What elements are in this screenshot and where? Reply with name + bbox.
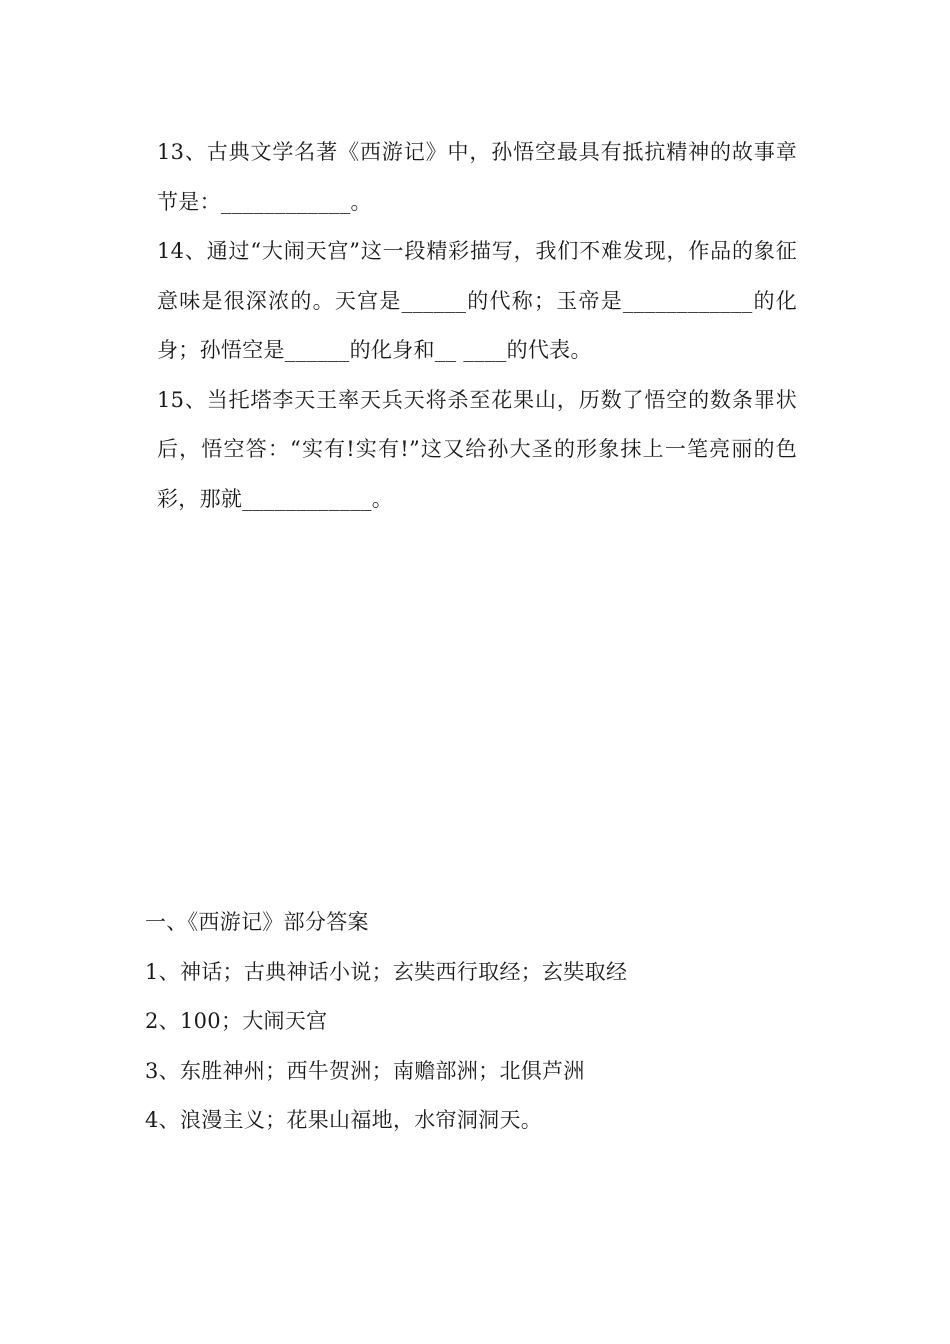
question-13: 13、古典文学名著《西游记》中，孙悟空最具有抵抗精神的故事章节是：____________。 [157, 140, 797, 214]
answer-item-3: 3、东胜神州；西牛贺洲；南赡部洲；北俱芦洲 [145, 1058, 585, 1083]
answer-section-title: 一、《西游记》部分答案 [145, 910, 369, 934]
answer-item-4: 4、浪漫主义；花果山福地，水帘洞洞天。 [145, 1108, 543, 1132]
answer-item-2: 2、100；大闹天宫 [145, 1009, 328, 1033]
question-14: 14、通过“大闹天宫”这一段精彩描写，我们不难发现，作品的象征意味是很深浓的。天宫是______的代称；玉帝是____________的化身；孙悟空是______的化身和__ ____的代表。 [157, 239, 797, 362]
question-15: 15、当托塔李天王率天兵天将杀至花果山，历数了悟空的数条罪状后，悟空答：“实有!实有!”这又给孙大圣的形象抹上一笔亮丽的色彩，那就____________。 [157, 387, 797, 511]
answer-section [145, 898, 825, 1146]
answer-item-1: 1、神话；古典神话小说；玄奘西行取经；玄奘取经 [145, 959, 628, 984]
question-list [157, 128, 797, 524]
